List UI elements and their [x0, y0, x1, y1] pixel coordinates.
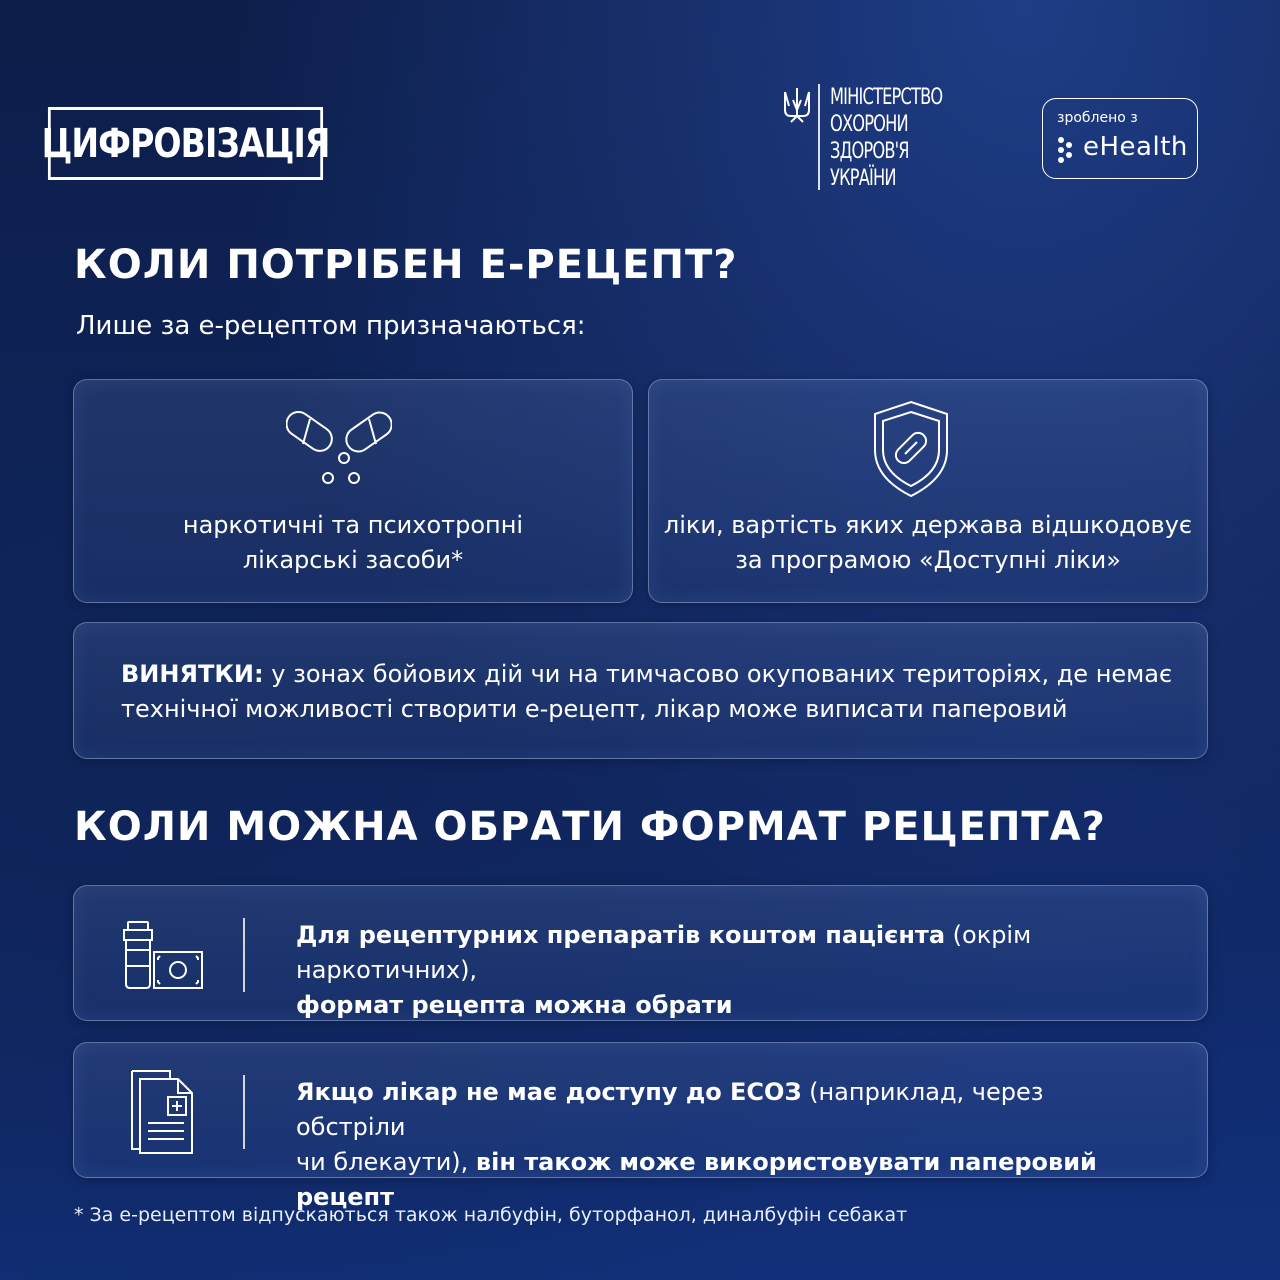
card-narcotics — [73, 379, 633, 603]
row-divider — [243, 1075, 245, 1149]
section2-title: КОЛИ МОЖНА ОБРАТИ ФОРМАТ РЕЦЕПТА? — [74, 804, 1106, 850]
logo-divider — [818, 84, 820, 190]
card-exceptions — [73, 622, 1208, 759]
capsules-icon — [286, 406, 392, 488]
no-access-text: Якщо лікар не має доступу до ЕСОЗ (наприклад, через обстріли чи блекаути), він також може використовувати паперовий рецепт — [296, 1078, 1097, 1211]
ministry-name: МІНІСТЕРСТВО ОХОРОНИ ЗДОРОВ'Я УКРАЇНИ — [830, 85, 943, 191]
card-narcotics-text: наркотичні та психотропні лікарські засоби* — [182, 511, 524, 574]
row-divider — [243, 918, 245, 992]
shield-pill-icon — [871, 400, 951, 498]
card-no-access — [73, 1042, 1208, 1211]
ehealth-dots-icon — [1057, 136, 1075, 164]
category-badge: ЦИФРОВІЗАЦІЯ — [48, 107, 323, 180]
card-affordable-text: ліки, вартість яких держава відшкодовує за програмою «Доступні ліки» — [663, 511, 1193, 574]
medicine-money-icon — [120, 920, 206, 990]
section1-title: КОЛИ ПОТРІБЕН Е-РЕЦЕПТ? — [74, 242, 738, 288]
ehealth-badge — [1042, 98, 1198, 179]
exceptions-text: ВИНЯТКИ: у зонах бойових дій чи на тимчасово окупованих територіях, де немає технічної можливості створити е-рецепт, лікар може виписати паперовий — [121, 660, 1173, 723]
exceptions-label: ВИНЯТКИ: — [121, 660, 264, 688]
ehealth-made-label: зроблено з — [1057, 110, 1138, 126]
trident-icon — [782, 86, 812, 126]
paper-prescription-icon — [130, 1069, 194, 1155]
card-affordable-medicines — [648, 379, 1208, 603]
patient-paid-text: Для рецептурних препаратів коштом пацієнта (окрім наркотичних), формат рецепта можна обрати — [296, 921, 1032, 1019]
footnote: * За е-рецептом відпускаються також налбуфін, буторфанол, диналбуфін себакат — [74, 1204, 908, 1226]
ehealth-name: eHealth — [1083, 132, 1188, 162]
card-patient-paid — [73, 885, 1208, 1021]
ministry-logo — [782, 84, 962, 194]
section1-subtitle: Лише за е-рецептом призначаються: — [76, 311, 586, 341]
